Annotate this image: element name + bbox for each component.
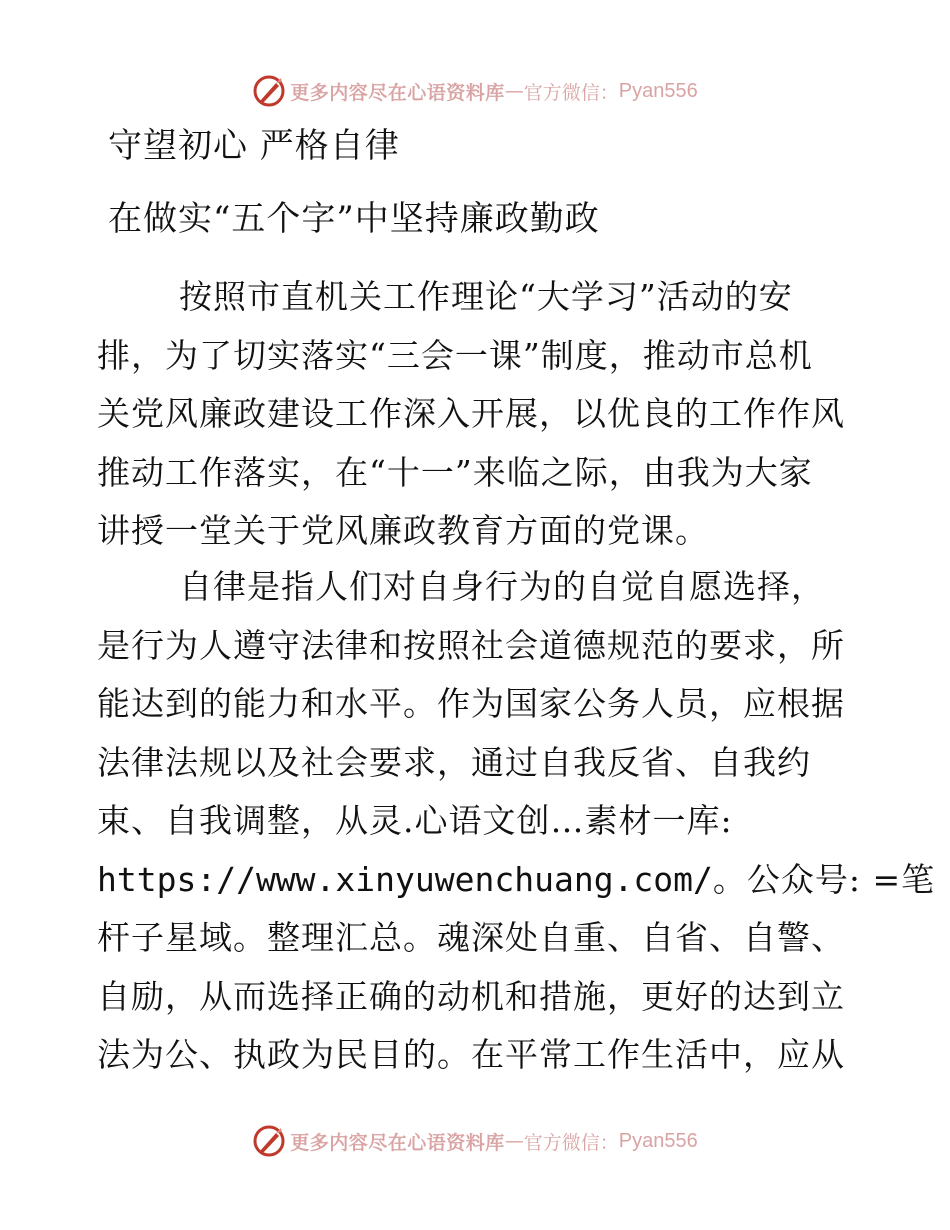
quill-pen-logo-icon xyxy=(252,1124,286,1158)
banner-separator: — xyxy=(504,80,524,102)
banner-text: 更多内容尽在心语资料库 xyxy=(290,1131,505,1154)
paragraph-2 xyxy=(97,558,936,1085)
paragraph-line: 按照市直机关工作理论“大学习”活动的安 xyxy=(179,277,793,316)
paragraph-line: 杆子星域。整理汇总。魂深处自重、自省、自警、 xyxy=(97,918,845,957)
banner-text: 更多内容尽在心语资料库 xyxy=(290,81,505,104)
source-url: https://www.xinyuwenchuang.com/ xyxy=(97,859,713,899)
banner-wechat-id: Pyan556 xyxy=(618,79,698,102)
paragraph-line: 自律是指人们对自身行为的自觉自愿选择， xyxy=(179,567,825,606)
paragraph-line: 推动工作落实，在“十一”来临之际，由我为大家 xyxy=(97,452,813,492)
quill-pen-logo-icon xyxy=(252,74,286,108)
paragraph-1 xyxy=(97,268,849,561)
paragraph-line: 能达到的能力和水平。作为国家公务人员，应根据 xyxy=(97,684,845,723)
paragraph-line-tail: 。公众号: =笔 xyxy=(712,859,936,899)
paragraph-line: 排，为了切实落实“三会一课”制度，推动市总机 xyxy=(97,335,813,375)
banner-separator: — xyxy=(504,1130,524,1152)
footer-banner xyxy=(0,1121,950,1161)
paragraph-line: 法为公、执政为民目的。在平常工作生活中，应从 xyxy=(97,1035,845,1074)
document-subtitle: 在做实“五个字”中坚持廉政勤政 xyxy=(108,199,600,239)
banner-wechat-id: Pyan556 xyxy=(618,1129,698,1152)
paragraph-line: 法律法规以及社会要求，通过自我反省、自我约 xyxy=(97,742,811,782)
paragraph-line: 讲授一堂关于党风廉政教育方面的党课。 xyxy=(97,511,709,550)
paragraph-line: 自励，从而选择正确的动机和措施，更好的达到立 xyxy=(97,976,845,1016)
header-banner xyxy=(0,71,950,111)
paragraph-line: 是行为人遵守法律和按照社会道德规范的要求，所 xyxy=(97,625,845,665)
paragraph-line-url xyxy=(97,851,936,910)
paragraph-line: 束、自我调整，从灵.心语文创…素材一库: xyxy=(97,801,733,840)
paragraph-line: 关党风廉政建设工作深入开展，以优良的工作作风 xyxy=(97,394,845,433)
banner-label: 官方微信： xyxy=(523,81,619,104)
banner-label: 官方微信： xyxy=(523,1131,619,1154)
document-title: 守望初心 严格自律 xyxy=(108,126,400,166)
